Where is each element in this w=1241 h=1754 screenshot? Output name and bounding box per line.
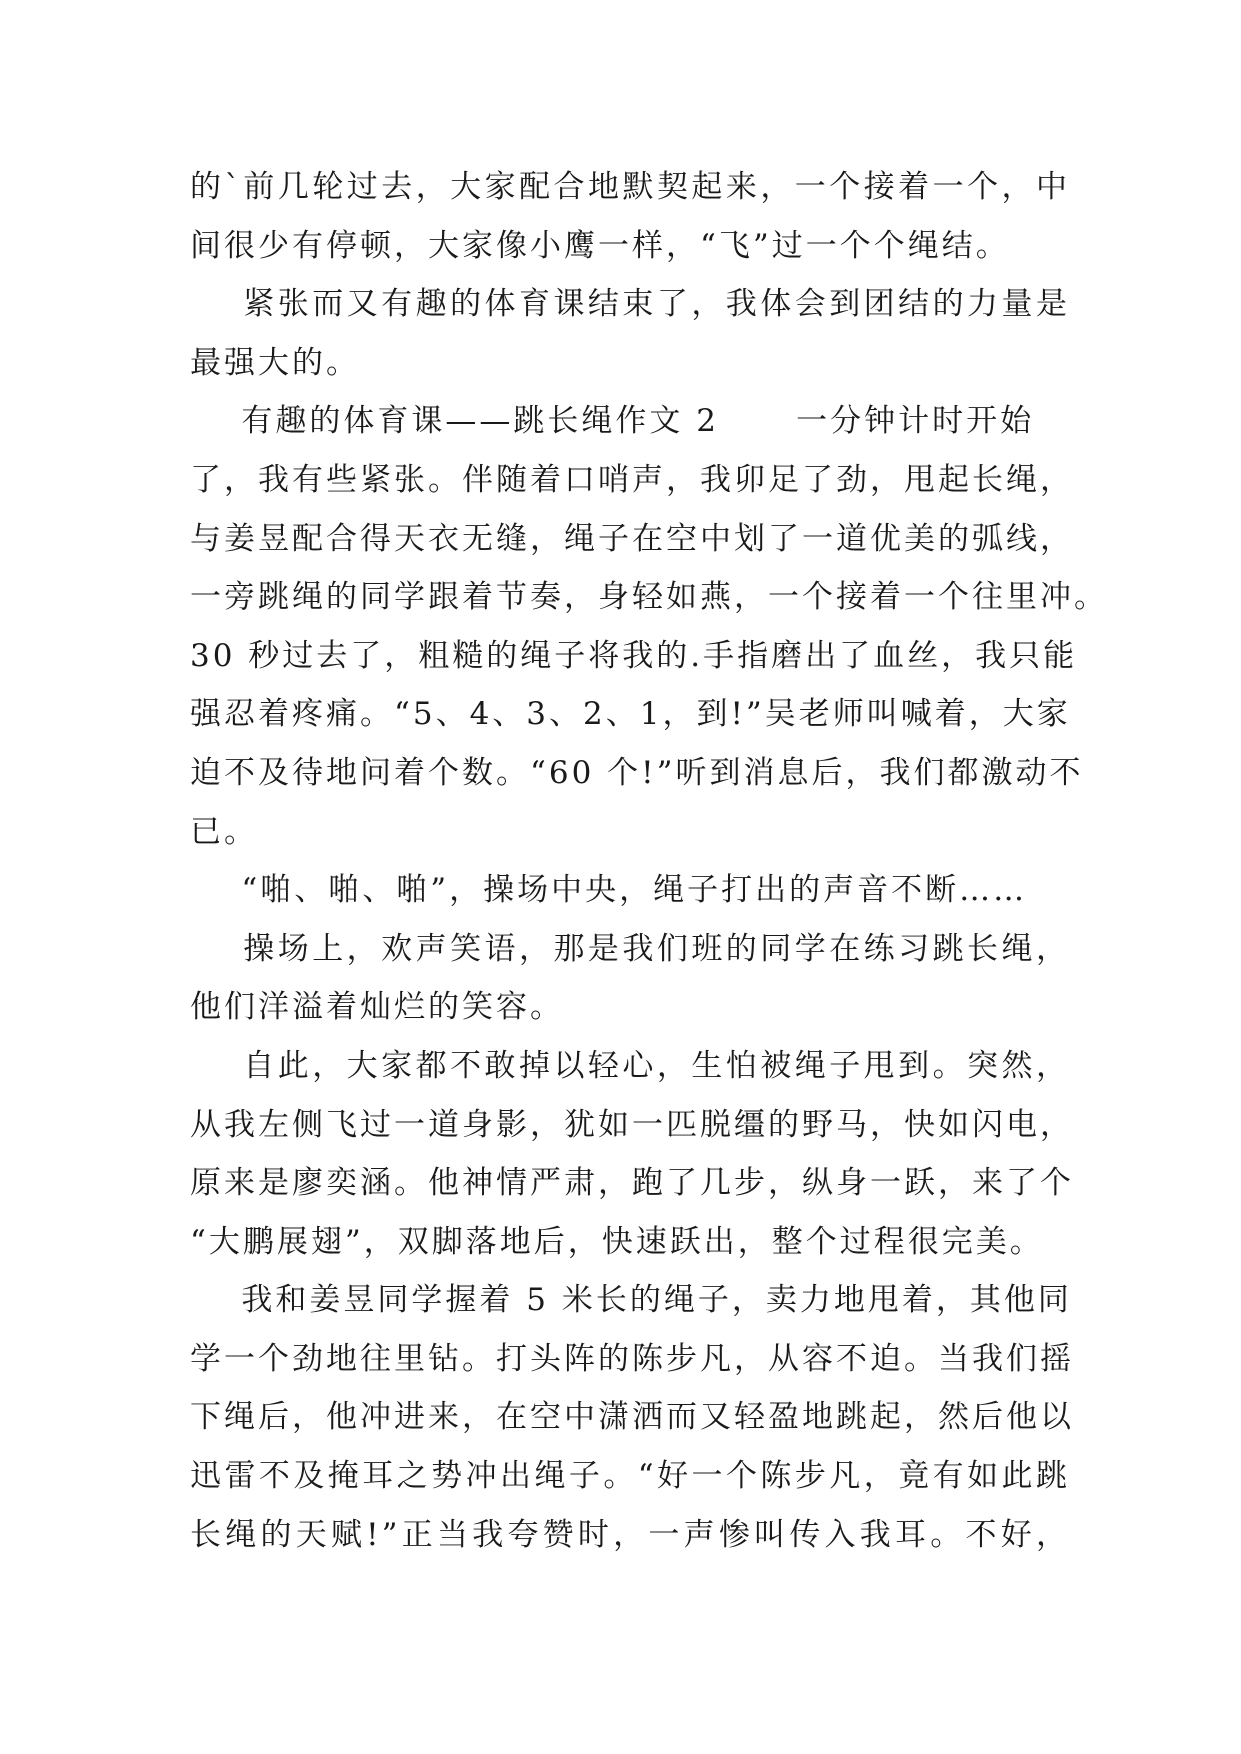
text-line: 他们洋溢着灿烂的笑容。: [190, 989, 564, 1026]
text-line: 自此，大家都不敢掉以轻心，生怕被绳子甩到。突然，: [190, 1047, 1070, 1084]
text-line: 我和姜昱同学握着 5 米长的绳子，卖力地甩着，其他同: [190, 1282, 1072, 1319]
text-line: 紧张而又有趣的体育课结束了，我体会到团结的力量是: [190, 286, 1070, 323]
text-line: 长绳的天赋!”正当我夸赞时，一声惨叫传入我耳。不好，: [190, 1516, 1070, 1553]
text-line: 下绳后，他冲进来，在空中潇洒而又轻盈地跳起，然后他以: [190, 1399, 1074, 1436]
text-line: 30 秒过去了，粗糙的绳子将我的.手指磨出了血丝，我只能: [190, 637, 1078, 674]
text-line: “啪、啪、啪”，操场中央，绳子打出的声音不断……: [190, 872, 1028, 909]
text-line: 已。: [190, 813, 258, 850]
text-line: 了，我有些紧张。伴随着口哨声，我卯足了劲，甩起长绳，: [190, 461, 1074, 498]
essay-body-text: [190, 158, 1108, 1564]
text-line: 操场上，欢声笑语，那是我们班的同学在练习跳长绳，: [190, 930, 1070, 967]
text-line: 一旁跳绳的同学跟着节奏，身轻如燕，一个接着一个往里冲。: [190, 579, 1108, 616]
text-line: 与姜昱配合得天衣无缝，绳子在空中划了一道优美的弧线，: [190, 520, 1074, 557]
text-line: 强忍着疼痛。“5、4、3、2、1，到!”吴老师叫喊着，大家: [190, 696, 1071, 733]
text-line: 最强大的。: [190, 344, 360, 381]
text-line: 有趣的体育课——跳长绳作文 2 一分钟计时开始: [190, 403, 1035, 440]
text-line: 迫不及待地问着个数。“60 个!”听到消息后，我们都激动不: [190, 754, 1084, 791]
text-line: 迅雷不及掩耳之势冲出绳子。“好一个陈步凡，竟有如此跳: [190, 1458, 1070, 1495]
text-line: 原来是廖奕涵。他神情严肃，跑了几步，纵身一跃，来了个: [190, 1165, 1074, 1202]
text-line: “大鹏展翅”，双脚落地后，快速跃出，整个过程很完美。: [190, 1223, 1044, 1260]
text-line: 学一个劲地往里钻。打头阵的陈步凡，从容不迫。当我们摇: [190, 1340, 1074, 1377]
text-line: 从我左侧飞过一道身影，犹如一匹脱缰的野马，快如闪电，: [190, 1106, 1074, 1143]
text-line: 间很少有停顿，大家像小鹰一样，“飞”过一个个绳结。: [190, 227, 1010, 264]
text-line: 的`前几轮过去，大家配合地默契起来，一个接着一个，中: [190, 169, 1070, 205]
